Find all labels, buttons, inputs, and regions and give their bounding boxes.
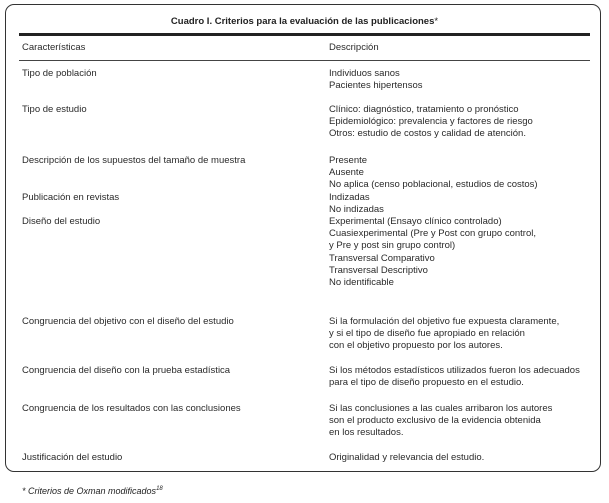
row-characteristic: Congruencia del diseño con la prueba estadística — [22, 365, 231, 376]
row-description-line: Cuasiexperimental (Pre y Post con grupo control, — [329, 228, 536, 240]
row-description-line: Pacientes hipertensos — [329, 80, 423, 92]
row-characteristic: Tipo de población — [22, 68, 97, 79]
row-description-line: Indizadas — [329, 192, 370, 203]
header-description: Descripción — [329, 42, 379, 53]
row-description-line: en los resultados. — [329, 427, 404, 439]
row-description-line: Presente — [329, 155, 368, 166]
row-description-line: Si las conclusiones a las cuales arribaron los autores — [329, 403, 553, 414]
header-characteristics: Características — [22, 42, 86, 53]
row-characteristic: Congruencia de los resultados con las conclusiones — [22, 403, 241, 414]
row-description-line: No identificable — [329, 277, 394, 288]
row-description-line: Ausente — [329, 167, 364, 179]
row-description-line: Individuos sanos — [329, 68, 400, 79]
row-description-line: Si la formulación del objetivo fue expuesta claramente, — [329, 316, 560, 327]
row-description-line: Transversal Descriptivo — [329, 264, 428, 276]
row-description-line: Otros: estudio de costos y calidad de atención. — [329, 128, 526, 140]
header-rule — [19, 33, 590, 36]
row-description-line: No indizadas — [329, 204, 384, 216]
row-characteristic: Congruencia del objetivo con el diseño del estudio — [22, 316, 234, 327]
row-description-line: Si los métodos estadísticos utilizados fueron los adecuados — [329, 365, 580, 376]
row-description-line: Epidemiológico: prevalencia y factores de riesgo — [329, 116, 533, 128]
footnote — [22, 486, 163, 496]
footnote-ref: 18 — [156, 486, 163, 492]
row-description-line: Experimental (Ensayo clínico controlado) — [329, 216, 502, 227]
row-description-line: Clínico: diagnóstico, tratamiento o pronóstico — [329, 104, 519, 115]
row-description-line: y Pre y post sin grupo control) — [329, 240, 456, 252]
header-divider — [19, 60, 590, 61]
row-description-line: para el tipo de diseño propuesto en el estudio. — [329, 377, 524, 389]
row-description-line: y si el tipo de diseño fue apropiado en relación — [329, 328, 525, 340]
row-description-line: son el producto exclusivo de la evidencia obtenida — [329, 415, 541, 427]
row-description-line: con el objetivo propuesto por los autores. — [329, 340, 503, 352]
row-characteristic: Justificación del estudio — [22, 452, 123, 463]
table-title — [0, 16, 609, 27]
footnote-text: * Criterios de Oxman modificados — [22, 486, 157, 496]
row-description-line: No aplica (censo poblacional, estudios de costos) — [329, 179, 538, 191]
title-text: Cuadro I. Criterios para la evaluación de las publicaciones — [170, 16, 435, 27]
row-characteristic: Tipo de estudio — [22, 104, 87, 115]
row-description-line: Transversal Comparativo — [329, 252, 435, 264]
title-marker: * — [434, 16, 439, 27]
row-characteristic: Descripción de los supuestos del tamaño de muestra — [22, 155, 246, 166]
row-characteristic: Publicación en revistas — [22, 192, 120, 203]
row-description-line: Originalidad y relevancia del estudio. — [329, 452, 485, 463]
row-characteristic: Diseño del estudio — [22, 216, 101, 227]
